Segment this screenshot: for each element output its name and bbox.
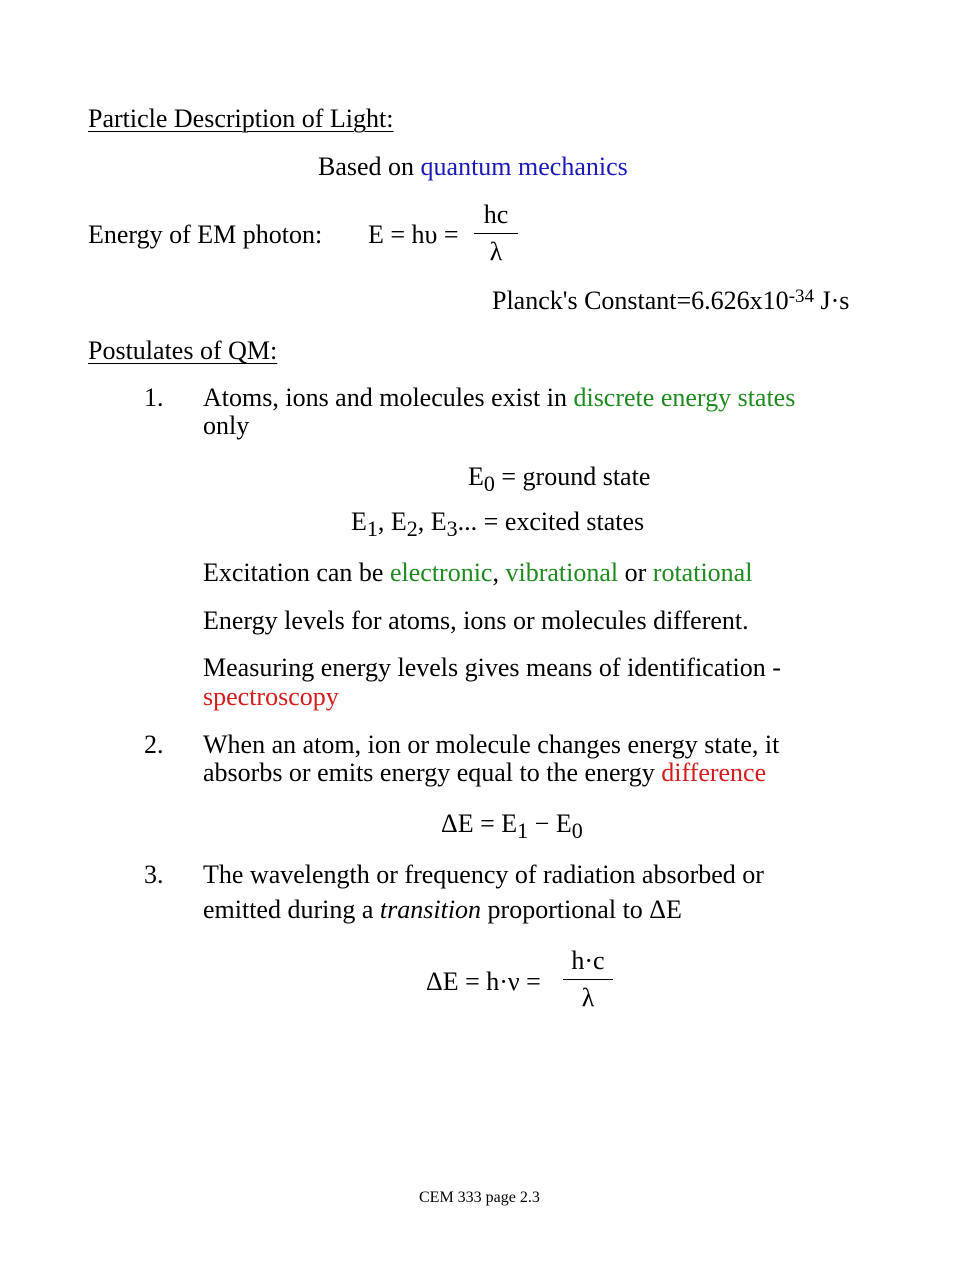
- planck-text: Planck's Constant=6.626x10: [492, 286, 789, 315]
- delta-e-eq: [441, 809, 583, 843]
- energy-label: Energy of EM photon:: [88, 220, 323, 249]
- energy-numerator: hc: [483, 200, 509, 229]
- final-fraction: [563, 946, 613, 1013]
- item-3-number: 3.: [144, 860, 164, 889]
- excited-sub3: 3: [446, 516, 458, 541]
- planck-unit: J·s: [814, 286, 850, 315]
- item-1-text: Atoms, ions and molecules exist in: [203, 383, 574, 412]
- measuring-line1: Measuring energy levels gives means of identification -: [203, 653, 781, 682]
- quantum-mechanics-highlight: quantum mechanics: [420, 152, 628, 181]
- delta-sub1: 1: [517, 818, 529, 843]
- item-2-text: absorbs or emits energy equal to the energy: [203, 758, 662, 787]
- item-2-line2: [203, 758, 766, 788]
- delta-minus: − E: [528, 809, 572, 838]
- ground-text: = ground state: [494, 462, 651, 491]
- excited-sep2: , E: [417, 507, 447, 536]
- ground-sub: 0: [483, 471, 495, 496]
- item-3-line1: The wavelength or frequency of radiation absorbed or: [203, 860, 764, 889]
- excited-sub2: 2: [406, 516, 418, 541]
- discrete-energy-states-highlight: discrete energy states: [573, 383, 796, 412]
- item-3-line2: [203, 895, 682, 925]
- planck-exponent: -34: [788, 286, 815, 307]
- electronic-highlight: electronic: [389, 558, 493, 587]
- excitation-or: or: [618, 558, 653, 587]
- heading-postulates: Postulates of QM:: [88, 336, 278, 365]
- item-3-suffix: proportional to ΔE: [481, 895, 682, 924]
- item-3-text: emitted during a: [203, 895, 380, 924]
- page-footer: CEM 333 page 2.3: [419, 1189, 540, 1206]
- excitation-comma: ,: [492, 558, 506, 587]
- final-denominator: λ: [581, 983, 595, 1012]
- based-on-line: [318, 152, 628, 182]
- based-on-text: Based on: [318, 152, 421, 181]
- excited-sep1: , E: [377, 507, 407, 536]
- delta-a: ΔE = E: [441, 809, 518, 838]
- planck-constant: [492, 286, 849, 316]
- rotational-highlight: rotational: [652, 558, 753, 587]
- fraction-bar: [563, 979, 613, 980]
- excited-states-eq: [351, 507, 645, 541]
- excitation-line: [203, 558, 752, 588]
- energy-fraction: [474, 200, 518, 267]
- item-1-number: 1.: [144, 383, 164, 412]
- excited-sub1: 1: [366, 516, 378, 541]
- excited-text: ... = excited states: [457, 507, 645, 536]
- item-2-line1: When an atom, ion or molecule changes energy state, it: [203, 730, 780, 759]
- energy-equation: E = hυ =: [368, 220, 459, 249]
- item-2-number: 2.: [144, 730, 164, 759]
- spectroscopy-highlight: spectroscopy: [203, 682, 339, 711]
- item-1-line1: [203, 383, 795, 413]
- energy-levels-line: Energy levels for atoms, ions or molecules different.: [203, 606, 749, 635]
- ground-e: E: [468, 462, 484, 491]
- excitation-text: Excitation can be: [203, 558, 390, 587]
- difference-highlight: difference: [661, 758, 767, 787]
- item-1-line2: only: [203, 411, 250, 440]
- heading-particle-description: Particle Description of Light:: [88, 104, 394, 133]
- ground-state-eq: [468, 462, 651, 496]
- fraction-bar: [474, 233, 518, 234]
- vibrational-highlight: vibrational: [505, 558, 619, 587]
- delta-sub0: 0: [571, 818, 583, 843]
- energy-denominator: λ: [489, 237, 503, 266]
- transition-italic: transition: [379, 895, 482, 924]
- excited-e: E: [351, 507, 367, 536]
- final-numerator: h·c: [571, 946, 605, 975]
- final-eq-lhs: ΔE = h·ν =: [426, 967, 541, 996]
